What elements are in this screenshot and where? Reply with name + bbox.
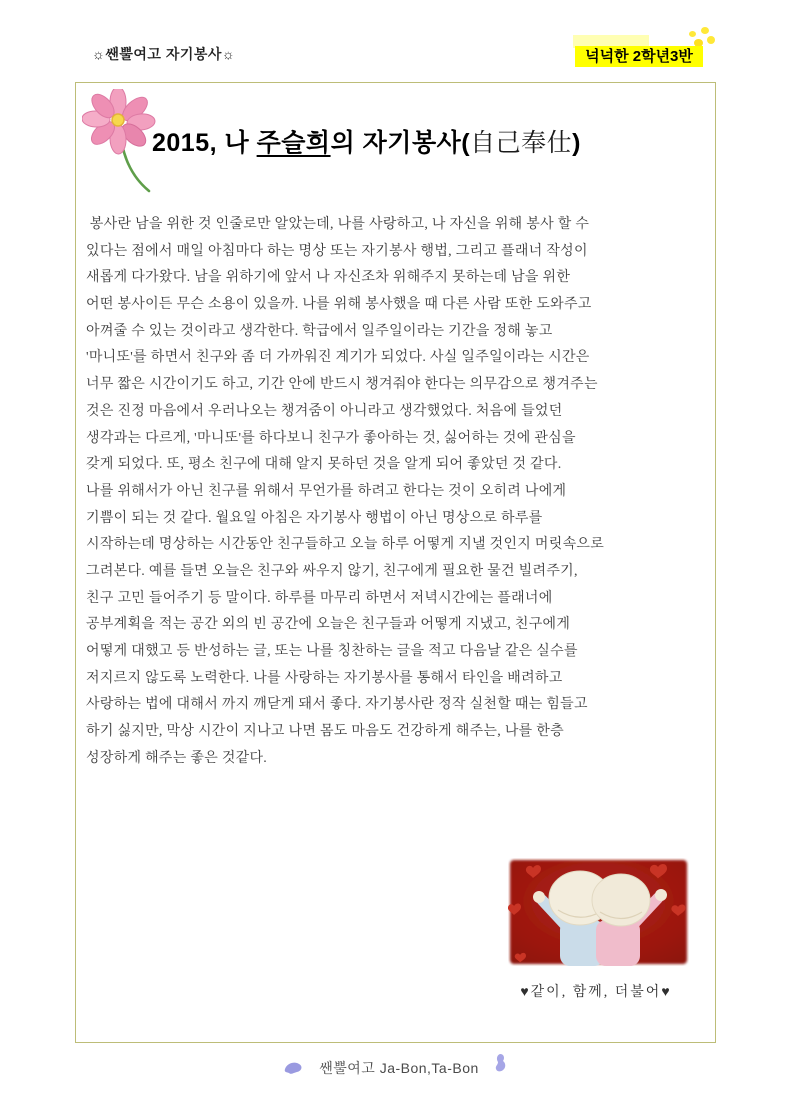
bird-icon [493,1053,509,1075]
title-middle: 의 자기봉사( [330,129,471,157]
body-line: 어떤 봉사이든 무슨 소용이 있을까. 나를 위해 봉사했을 때 다른 사람 또한 도와주고 [86,297,592,313]
class-badge-label: 넉넉한 2학년3반 [575,46,703,67]
title-prefix: 2015, 나 [152,129,257,157]
body-line: 사랑하는 법에 대해서 까지 깨닫게 돼서 좋다. 자기봉사란 정작 실천할 때는 힘들고 [86,697,588,713]
body-line: 공부계획을 적는 공간 외의 빈 공간에 오늘은 친구들과 어떻게 지냈고, 친구에게 [86,617,571,633]
footer [0,1057,792,1079]
paw-dot-icon [707,36,715,44]
class-badge [570,20,730,70]
body-line: '마니또'를 하면서 친구와 좀 더 가까워진 계기가 되었다. 사실 일주일이라는 시간은 [86,350,590,366]
body-line: 생각과는 다르게, '마니또'를 하다보니 친구가 좋아하는 것, 싫어하는 것에 관심을 [86,430,576,446]
body-line: 너무 짧은 시간이기도 하고, 기간 안에 반드시 챙겨줘야 한다는 의무감으로 챙겨주는 [86,377,598,393]
body-line: 것은 진정 마음에서 우러나오는 챙겨줌이 아니라고 생각했었다. 처음에 들었던 [86,403,563,419]
body-line: 성장하게 해주는 좋은 것같다. [86,750,268,766]
paw-dot-icon [689,31,696,37]
body-line: 나를 위해서가 아닌 친구를 위해서 무언가를 하려고 한다는 것이 오히려 나에게 [86,483,567,499]
title-student-name: 주슬희 [256,129,331,157]
title-suffix: ) [572,129,581,157]
document-frame [75,82,716,1043]
body-line: 있다는 점에서 매일 아침마다 하는 명상 또는 자기봉사 행법, 그리고 플래너 작성이 [86,243,588,259]
title-hanja: 自己奉仕 [470,130,573,157]
header-school-label: ☼쌘뿔여고 자기봉사☼ [92,46,236,62]
bird-icon [283,1060,305,1076]
image-caption: ♥같이, 함께, 더불어♥ [520,985,672,1000]
paw-dot-icon [701,27,709,34]
hug-illustration [508,858,689,966]
body-line: 어떻게 대했고 등 반성하는 글, 또는 나를 칭찬하는 글을 적고 다음날 같은 실수를 [86,644,578,659]
body-line: 아껴줄 수 있는 것이라고 생각한다. 학급에서 일주일이라는 기간을 정해 놓고 [86,323,553,339]
body-line: 기쁨이 되는 것 같다. 월요일 아침은 자기봉사 행법이 아닌 명상으로 하루를 [86,510,543,526]
essay-body [86,212,708,772]
body-line: 친구 고민 들어주기 등 말이다. 하루를 마무리 하면서 저녁시간에는 플래너에 [86,590,553,606]
body-line: 갖게 되었다. 또, 평소 친구에 대해 알지 못하던 것을 알게 되어 좋았던 것 같다. [86,457,562,473]
footer-label: 쌘뿔여고 Ja-Bon,Ta-Bon [319,1060,479,1076]
body-line: 봉사란 남을 위한 것 인줄로만 알았는데, 나를 사랑하고, 나 자신을 위해 봉사 할 수 [86,217,590,232]
body-line: 시작하는데 명상하는 시간동안 친구들하고 오늘 하루 어떻게 지낼 것인지 머릿속으로 [86,537,605,553]
page-title [152,123,692,159]
flower-icon [82,89,162,199]
body-line: 그려본다. 예를 들면 오늘은 친구와 싸우지 않기, 친구에게 필요한 물건 빌려주기, [86,563,578,579]
body-line: 하기 싫지만, 막상 시간이 지나고 나면 몸도 마음도 건강하게 해주는, 나를 한층 [86,724,564,740]
body-line: 새롭게 다가왔다. 남을 위하기에 앞서 나 자신조차 위해주지 못하는데 남을 위한 [86,270,571,286]
body-line: 저지르지 않도록 노력한다. 나를 사랑하는 자기봉사를 통해서 타인을 배려하고 [86,670,563,686]
